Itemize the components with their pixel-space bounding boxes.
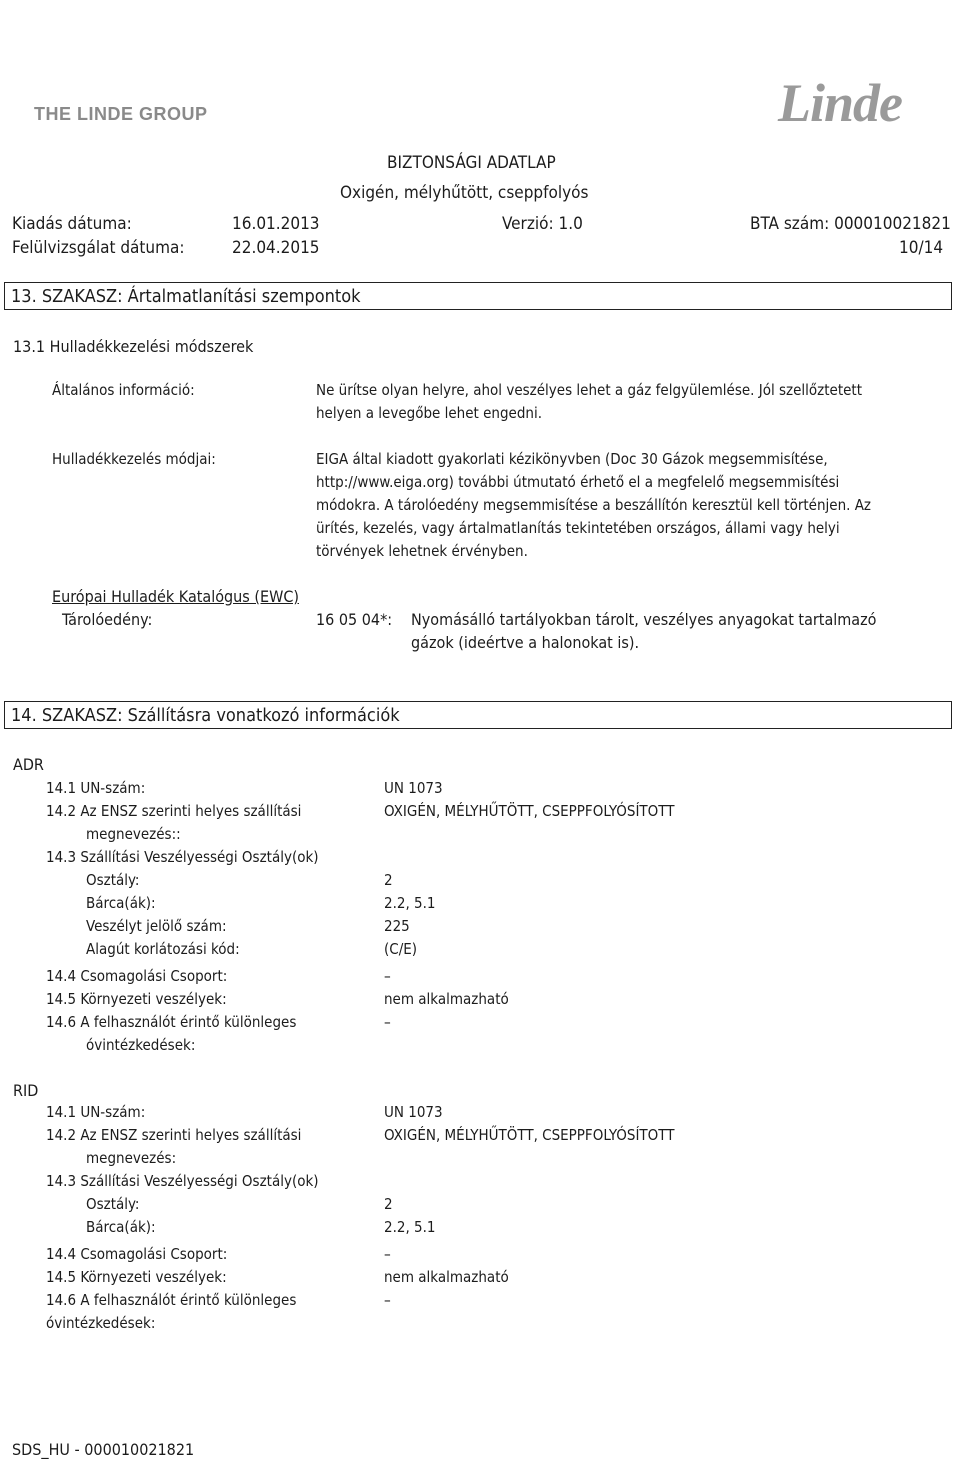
linde-logo: Linde — [778, 73, 902, 133]
rid-special-value: – — [384, 1291, 391, 1309]
adr-special-label-1: 14.6 A felhasználót érintő különleges — [46, 1013, 297, 1031]
revision-date: 22.04.2015 — [232, 238, 320, 258]
adr-name-label-1: 14.2 Az ENSZ szerinti helyes szállítási — [46, 802, 302, 820]
container-label: Tárolóedény: — [62, 610, 153, 629]
adr-class-value: 2 — [384, 871, 393, 889]
rid-name-label-1: 14.2 Az ENSZ szerinti helyes szállítási — [46, 1126, 302, 1144]
general-info-label: Általános információ: — [52, 381, 195, 399]
adr-labels-value: 2.2, 5.1 — [384, 894, 436, 912]
waste-method-line-1: EIGA által kiadott gyakorlati kézikönyvben (Doc 30 Gázok megsemmisítése, — [316, 450, 828, 468]
container-desc-line-1: Nyomásálló tartályokban tárolt, veszélyes anyagokat tartalmazó — [411, 610, 877, 629]
adr-special-label-2: óvintézkedések: — [86, 1036, 196, 1054]
rid-labels-value: 2.2, 5.1 — [384, 1218, 436, 1236]
adr-env-value: nem alkalmazható — [384, 990, 509, 1008]
doc-title: BIZTONSÁGI ADATLAP — [387, 153, 556, 173]
rid-class-label: Osztály: — [86, 1195, 140, 1213]
adr-packing-label: 14.4 Csomagolási Csoport: — [46, 967, 228, 985]
ewc-code: 16 05 04*: — [316, 610, 393, 629]
adr-heading: ADR — [13, 755, 44, 774]
adr-class-label: Osztály: — [86, 871, 140, 889]
revision-date-label: Felülvizsgálat dátuma: — [12, 238, 185, 258]
rid-packing-label: 14.4 Csomagolási Csoport: — [46, 1245, 228, 1263]
rid-env-value: nem alkalmazható — [384, 1268, 509, 1286]
general-info-line-2: helyen a levegőbe lehet engedni. — [316, 404, 543, 422]
rid-heading: RID — [13, 1081, 39, 1100]
adr-name-value: OXIGÉN, MÉLYHŰTÖTT, CSEPPFOLYÓSÍTOTT — [384, 802, 675, 820]
linde-group-logo: THE LINDE GROUP — [34, 104, 208, 124]
ewc-heading: Európai Hulladék Katalógus (EWC) — [52, 587, 299, 606]
rid-name-label-2: megnevezés: — [86, 1149, 177, 1167]
rid-un-label: 14.1 UN-szám: — [46, 1103, 146, 1121]
bta-number: BTA szám: 000010021821 — [750, 214, 951, 234]
rid-special-label-2: óvintézkedések: — [46, 1314, 156, 1332]
waste-method-line-5: törvények lehetnek érvényben. — [316, 542, 528, 560]
adr-tunnel-value: (C/E) — [384, 940, 418, 958]
section-13-title: 13. SZAKASZ: Ártalmatlanítási szempontok — [4, 282, 952, 310]
rid-class-heading: 14.3 Szállítási Veszélyességi Osztály(ok) — [46, 1172, 319, 1190]
adr-special-value: – — [384, 1013, 391, 1031]
adr-packing-value: – — [384, 967, 391, 985]
adr-un-label: 14.1 UN-szám: — [46, 779, 146, 797]
adr-un-value: UN 1073 — [384, 779, 443, 797]
rid-un-value: UN 1073 — [384, 1103, 443, 1121]
adr-labels-label: Bárca(ák): — [86, 894, 156, 912]
adr-name-label-2: megnevezés:: — [86, 825, 181, 843]
waste-method-line-2: http://www.eiga.org) további útmutató érhető el a megfelelő megsemmisítési — [316, 473, 840, 491]
page-number: 10/14 — [899, 238, 944, 258]
section-13-1-heading: 13.1 Hulladékkezelési módszerek — [13, 337, 254, 356]
adr-env-label: 14.5 Környezeti veszélyek: — [46, 990, 227, 1008]
waste-method-line-3: módokra. A tárolóedény megsemmisítése a beszállítón keresztül kell történjen. Az — [316, 496, 872, 514]
adr-tunnel-label: Alagút korlátozási kód: — [86, 940, 240, 958]
general-info-line-1: Ne ürítse olyan helyre, ahol veszélyes lehet a gáz felgyülemlése. Jól szellőztetett — [316, 381, 863, 399]
rid-packing-value: – — [384, 1245, 391, 1263]
waste-method-label: Hulladékkezelés módjai: — [52, 450, 216, 468]
adr-hazard-label: Veszélyt jelölő szám: — [86, 917, 227, 935]
rid-env-label: 14.5 Környezeti veszélyek: — [46, 1268, 227, 1286]
rid-name-value: OXIGÉN, MÉLYHŰTÖTT, CSEPPFOLYÓSÍTOTT — [384, 1126, 675, 1144]
rid-special-label-1: 14.6 A felhasználót érintő különleges — [46, 1291, 297, 1309]
product-name: Oxigén, mélyhűtött, cseppfolyós — [340, 183, 589, 203]
waste-method-line-4: ürítés, kezelés, vagy ártalmatlanítás tekintetében országos, állami vagy helyi — [316, 519, 840, 537]
rid-labels-label: Bárca(ák): — [86, 1218, 156, 1236]
section-14-title: 14. SZAKASZ: Szállításra vonatkozó információk — [4, 701, 952, 729]
issue-date: 16.01.2013 — [232, 214, 320, 234]
version: Verzió: 1.0 — [502, 214, 583, 234]
footer-code: SDS_HU - 000010021821 — [12, 1440, 195, 1459]
adr-class-heading: 14.3 Szállítási Veszélyességi Osztály(ok) — [46, 848, 319, 866]
issue-date-label: Kiadás dátuma: — [12, 214, 132, 234]
container-desc-line-2: gázok (ideértve a halonokat is). — [411, 633, 640, 652]
adr-hazard-value: 225 — [384, 917, 410, 935]
rid-class-value: 2 — [384, 1195, 393, 1213]
